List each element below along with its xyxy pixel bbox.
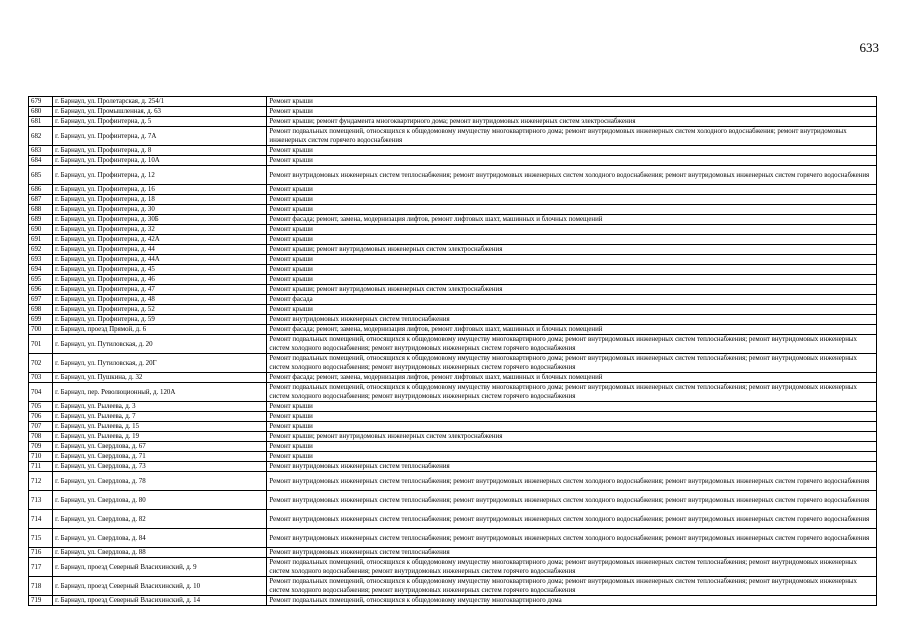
row-number-cell: 709 bbox=[29, 442, 53, 452]
row-number-cell: 687 bbox=[29, 195, 53, 205]
table-row bbox=[29, 529, 877, 548]
works-cell: Ремонт крыши bbox=[267, 422, 877, 432]
row-number-cell: 719 bbox=[29, 596, 53, 606]
works-cell: Ремонт крыши; ремонт внутридомовых инженерных систем электроснабжения bbox=[267, 432, 877, 442]
table-row bbox=[29, 472, 877, 491]
works-cell: Ремонт подвальных помещений, относящихся к общедомовому имуществу многоквартирного дома; ремонт внутридомовых инженерных систем теплоснабжения; ремонт внутридомовых инженерных систем холодного водоснабжения; ремонт внутридомовых инженерных систем горячего водоснабжения bbox=[267, 383, 877, 402]
works-cell: Ремонт крыши bbox=[267, 156, 877, 166]
address-cell: г. Барнаул, ул. Профинтерна, д. 47 bbox=[53, 285, 267, 295]
table-row bbox=[29, 325, 877, 335]
works-cell: Ремонт крыши bbox=[267, 265, 877, 275]
table-row bbox=[29, 185, 877, 195]
address-cell: г. Барнаул, ул. Путиловская, д. 20 bbox=[53, 335, 267, 354]
works-cell: Ремонт внутридомовых инженерных систем теплоснабжения; ремонт внутридомовых инженерных систем холодного водоснабжения; ремонт внутридомовых инженерных систем горячего водоснабжения bbox=[267, 472, 877, 491]
row-number-cell: 713 bbox=[29, 491, 53, 510]
works-cell: Ремонт подвальных помещений, относящихся к общедомовому имуществу многоквартирного дома; ремонт внутридомовых инженерных систем теплоснабжения; ремонт внутридомовых инженерных систем холодного водоснабжения; ремонт внутридомовых инженерных систем горячего водоснабжения bbox=[267, 335, 877, 354]
address-cell: г. Барнаул, ул. Профинтерна, д. 18 bbox=[53, 195, 267, 205]
table-row bbox=[29, 432, 877, 442]
row-number-cell: 703 bbox=[29, 373, 53, 383]
repair-registry-table bbox=[28, 96, 877, 606]
table-row bbox=[29, 97, 877, 107]
table-row bbox=[29, 166, 877, 185]
table-row bbox=[29, 315, 877, 325]
works-cell: Ремонт крыши bbox=[267, 255, 877, 265]
row-number-cell: 708 bbox=[29, 432, 53, 442]
table-row bbox=[29, 462, 877, 472]
table-row bbox=[29, 235, 877, 245]
table-row bbox=[29, 107, 877, 117]
address-cell: г. Барнаул, ул. Профинтерна, д. 16 bbox=[53, 185, 267, 195]
address-cell: г. Барнаул, ул. Профинтерна, д. 8 bbox=[53, 146, 267, 156]
row-number-cell: 716 bbox=[29, 548, 53, 558]
address-cell: г. Барнаул, ул. Свердлова, д. 82 bbox=[53, 510, 267, 529]
address-cell: г. Барнаул, ул. Профинтерна, д. 44 bbox=[53, 245, 267, 255]
row-number-cell: 696 bbox=[29, 285, 53, 295]
row-number-cell: 683 bbox=[29, 146, 53, 156]
row-number-cell: 685 bbox=[29, 166, 53, 185]
table-row bbox=[29, 295, 877, 305]
row-number-cell: 718 bbox=[29, 577, 53, 596]
address-cell: г. Барнаул, пер. Революционный, д. 120А bbox=[53, 383, 267, 402]
table-row bbox=[29, 225, 877, 235]
table-row bbox=[29, 596, 877, 606]
row-number-cell: 694 bbox=[29, 265, 53, 275]
table-row bbox=[29, 146, 877, 156]
works-cell: Ремонт крыши bbox=[267, 107, 877, 117]
works-cell: Ремонт внутридомовых инженерных систем теплоснабжения; ремонт внутридомовых инженерных систем холодного водоснабжения; ремонт внутридомовых инженерных систем горячего водоснабжения bbox=[267, 166, 877, 185]
address-cell: г. Барнаул, ул. Профинтерна, д. 10А bbox=[53, 156, 267, 166]
table-row bbox=[29, 452, 877, 462]
table-row bbox=[29, 510, 877, 529]
table-row bbox=[29, 402, 877, 412]
table-row bbox=[29, 275, 877, 285]
works-cell: Ремонт крыши bbox=[267, 146, 877, 156]
row-number-cell: 711 bbox=[29, 462, 53, 472]
works-cell: Ремонт крыши bbox=[267, 305, 877, 315]
works-cell: Ремонт внутридомовых инженерных систем теплоснабжения bbox=[267, 315, 877, 325]
address-cell: г. Барнаул, ул. Профинтерна, д. 45 bbox=[53, 265, 267, 275]
row-number-cell: 715 bbox=[29, 529, 53, 548]
address-cell: г. Барнаул, ул. Профинтерна, д. 7А bbox=[53, 127, 267, 146]
address-cell: г. Барнаул, проезд Прямой, д. 6 bbox=[53, 325, 267, 335]
address-cell: г. Барнаул, ул. Путиловская, д. 20Г bbox=[53, 354, 267, 373]
table-row bbox=[29, 305, 877, 315]
address-cell: г. Барнаул, ул. Рылеева, д. 3 bbox=[53, 402, 267, 412]
row-number-cell: 690 bbox=[29, 225, 53, 235]
row-number-cell: 681 bbox=[29, 117, 53, 127]
row-number-cell: 693 bbox=[29, 255, 53, 265]
table-row bbox=[29, 127, 877, 146]
works-cell: Ремонт крыши bbox=[267, 275, 877, 285]
address-cell: г. Барнаул, ул. Рылеева, д. 7 bbox=[53, 412, 267, 422]
row-number-cell: 710 bbox=[29, 452, 53, 462]
row-number-cell: 691 bbox=[29, 235, 53, 245]
row-number-cell: 680 bbox=[29, 107, 53, 117]
works-cell: Ремонт внутридомовых инженерных систем теплоснабжения bbox=[267, 462, 877, 472]
works-cell: Ремонт крыши bbox=[267, 225, 877, 235]
works-cell: Ремонт подвальных помещений, относящихся к общедомовому имуществу многоквартирного дома; ремонт внутридомовых инженерных систем теплоснабжения; ремонт внутридомовых инженерных систем холодного водоснабжения; ремонт внутридомовых инженерных систем горячего водоснабжения bbox=[267, 354, 877, 373]
works-cell: Ремонт подвальных помещений, относящихся к общедомовому имуществу многоквартирного дома bbox=[267, 596, 877, 606]
works-cell: Ремонт внутридомовых инженерных систем теплоснабжения bbox=[267, 548, 877, 558]
address-cell: г. Барнаул, ул. Профинтерна, д. 30 bbox=[53, 205, 267, 215]
address-cell: г. Барнаул, ул. Пушкина, д. 32 bbox=[53, 373, 267, 383]
works-cell: Ремонт крыши bbox=[267, 185, 877, 195]
table-row bbox=[29, 354, 877, 373]
row-number-cell: 717 bbox=[29, 558, 53, 577]
address-cell: г. Барнаул, ул. Свердлова, д. 80 bbox=[53, 491, 267, 510]
table-row bbox=[29, 442, 877, 452]
address-cell: г. Барнаул, ул. Промышленная, д. 63 bbox=[53, 107, 267, 117]
table-row bbox=[29, 156, 877, 166]
address-cell: г. Барнаул, ул. Профинтерна, д. 46 bbox=[53, 275, 267, 285]
row-number-cell: 698 bbox=[29, 305, 53, 315]
works-cell: Ремонт крыши; ремонт внутридомовых инженерных систем электроснабжения bbox=[267, 245, 877, 255]
works-cell: Ремонт подвальных помещений, относящихся к общедомовому имуществу многоквартирного дома; ремонт внутридомовых инженерных систем теплоснабжения; ремонт внутридомовых инженерных систем холодного водоснабжения; ремонт внутридомовых инженерных систем горячего водоснабжения bbox=[267, 577, 877, 596]
address-cell: г. Барнаул, ул. Профинтерна, д. 32 bbox=[53, 225, 267, 235]
row-number-cell: 712 bbox=[29, 472, 53, 491]
works-cell: Ремонт крыши bbox=[267, 412, 877, 422]
row-number-cell: 707 bbox=[29, 422, 53, 432]
table-row bbox=[29, 335, 877, 354]
table-row bbox=[29, 245, 877, 255]
address-cell: г. Барнаул, ул. Профинтерна, д. 5 bbox=[53, 117, 267, 127]
row-number-cell: 699 bbox=[29, 315, 53, 325]
works-cell: Ремонт крыши bbox=[267, 205, 877, 215]
table-row bbox=[29, 265, 877, 275]
row-number-cell: 714 bbox=[29, 510, 53, 529]
row-number-cell: 702 bbox=[29, 354, 53, 373]
address-cell: г. Барнаул, ул. Свердлова, д. 67 bbox=[53, 442, 267, 452]
works-cell: Ремонт крыши bbox=[267, 442, 877, 452]
address-cell: г. Барнаул, ул. Профинтерна, д. 59 bbox=[53, 315, 267, 325]
works-cell: Ремонт фасада; ремонт, замена, модернизация лифтов, ремонт лифтовых шахт, машинных и блочных помещений bbox=[267, 325, 877, 335]
address-cell: г. Барнаул, ул. Рылеева, д. 19 bbox=[53, 432, 267, 442]
table-row bbox=[29, 373, 877, 383]
address-cell: г. Барнаул, ул. Пролетарская, д. 254/1 bbox=[53, 97, 267, 107]
works-cell: Ремонт подвальных помещений, относящихся к общедомовому имуществу многоквартирного дома; ремонт внутридомовых инженерных систем холодного водоснабжения; ремонт внутридомовых инженерных систем горячего водоснабжения bbox=[267, 127, 877, 146]
works-cell: Ремонт внутридомовых инженерных систем теплоснабжения; ремонт внутридомовых инженерных систем холодного водоснабжения; ремонт внутридомовых инженерных систем горячего водоснабжения bbox=[267, 529, 877, 548]
row-number-cell: 701 bbox=[29, 335, 53, 354]
table-row bbox=[29, 205, 877, 215]
works-cell: Ремонт крыши; ремонт фундамента многоквартирного дома; ремонт внутридомовых инженерных систем электроснабжения bbox=[267, 117, 877, 127]
address-cell: г. Барнаул, проезд Северный Власихинский, д. 9 bbox=[53, 558, 267, 577]
registry-table-body bbox=[29, 97, 877, 606]
address-cell: г. Барнаул, ул. Профинтерна, д. 48 bbox=[53, 295, 267, 305]
table-row bbox=[29, 548, 877, 558]
address-cell: г. Барнаул, ул. Свердлова, д. 88 bbox=[53, 548, 267, 558]
works-cell: Ремонт крыши bbox=[267, 452, 877, 462]
works-cell: Ремонт фасада; ремонт, замена, модернизация лифтов, ремонт лифтовых шахт, машинных и блочных помещений bbox=[267, 215, 877, 225]
table-row bbox=[29, 558, 877, 577]
table-row bbox=[29, 117, 877, 127]
table-row bbox=[29, 255, 877, 265]
works-cell: Ремонт крыши bbox=[267, 97, 877, 107]
row-number-cell: 705 bbox=[29, 402, 53, 412]
works-cell: Ремонт крыши; ремонт внутридомовых инженерных систем электроснабжения bbox=[267, 285, 877, 295]
row-number-cell: 695 bbox=[29, 275, 53, 285]
table-row bbox=[29, 215, 877, 225]
table-row bbox=[29, 285, 877, 295]
table-row bbox=[29, 412, 877, 422]
row-number-cell: 692 bbox=[29, 245, 53, 255]
works-cell: Ремонт крыши bbox=[267, 195, 877, 205]
row-number-cell: 704 bbox=[29, 383, 53, 402]
table-row bbox=[29, 422, 877, 432]
address-cell: г. Барнаул, ул. Рылеева, д. 15 bbox=[53, 422, 267, 432]
address-cell: г. Барнаул, ул. Свердлова, д. 84 bbox=[53, 529, 267, 548]
address-cell: г. Барнаул, ул. Профинтерна, д. 44А bbox=[53, 255, 267, 265]
address-cell: г. Барнаул, ул. Свердлова, д. 73 bbox=[53, 462, 267, 472]
row-number-cell: 700 bbox=[29, 325, 53, 335]
row-number-cell: 686 bbox=[29, 185, 53, 195]
address-cell: г. Барнаул, ул. Профинтерна, д. 42А bbox=[53, 235, 267, 245]
works-cell: Ремонт подвальных помещений, относящихся к общедомовому имуществу многоквартирного дома; ремонт внутридомовых инженерных систем теплоснабжения; ремонт внутридомовых инженерных систем холодного водоснабжения; ремонт внутридомовых инженерных систем горячего водоснабжения bbox=[267, 558, 877, 577]
table-row bbox=[29, 383, 877, 402]
row-number-cell: 682 bbox=[29, 127, 53, 146]
address-cell: г. Барнаул, ул. Профинтерна, д. 52 bbox=[53, 305, 267, 315]
address-cell: г. Барнаул, проезд Северный Власихинский, д. 14 bbox=[53, 596, 267, 606]
row-number-cell: 679 bbox=[29, 97, 53, 107]
works-cell: Ремонт внутридомовых инженерных систем теплоснабжения; ремонт внутридомовых инженерных систем холодного водоснабжения; ремонт внутридомовых инженерных систем горячего водоснабжения bbox=[267, 491, 877, 510]
works-cell: Ремонт крыши bbox=[267, 235, 877, 245]
row-number-cell: 688 bbox=[29, 205, 53, 215]
works-cell: Ремонт крыши bbox=[267, 402, 877, 412]
address-cell: г. Барнаул, проезд Северный Власихинский, д. 10 bbox=[53, 577, 267, 596]
table-row bbox=[29, 491, 877, 510]
address-cell: г. Барнаул, ул. Свердлова, д. 71 bbox=[53, 452, 267, 462]
works-cell: Ремонт фасада bbox=[267, 295, 877, 305]
row-number-cell: 684 bbox=[29, 156, 53, 166]
table-row bbox=[29, 577, 877, 596]
page-number: 633 bbox=[859, 40, 879, 55]
works-cell: Ремонт внутридомовых инженерных систем теплоснабжения; ремонт внутридомовых инженерных систем холодного водоснабжения; ремонт внутридомовых инженерных систем горячего водоснабжения bbox=[267, 510, 877, 529]
row-number-cell: 689 bbox=[29, 215, 53, 225]
works-cell: Ремонт фасада; ремонт, замена, модернизация лифтов, ремонт лифтовых шахт, машинных и блочных помещений bbox=[267, 373, 877, 383]
row-number-cell: 706 bbox=[29, 412, 53, 422]
address-cell: г. Барнаул, ул. Свердлова, д. 78 bbox=[53, 472, 267, 491]
table-row bbox=[29, 195, 877, 205]
address-cell: г. Барнаул, ул. Профинтерна, д. 30Б bbox=[53, 215, 267, 225]
row-number-cell: 697 bbox=[29, 295, 53, 305]
address-cell: г. Барнаул, ул. Профинтерна, д. 12 bbox=[53, 166, 267, 185]
